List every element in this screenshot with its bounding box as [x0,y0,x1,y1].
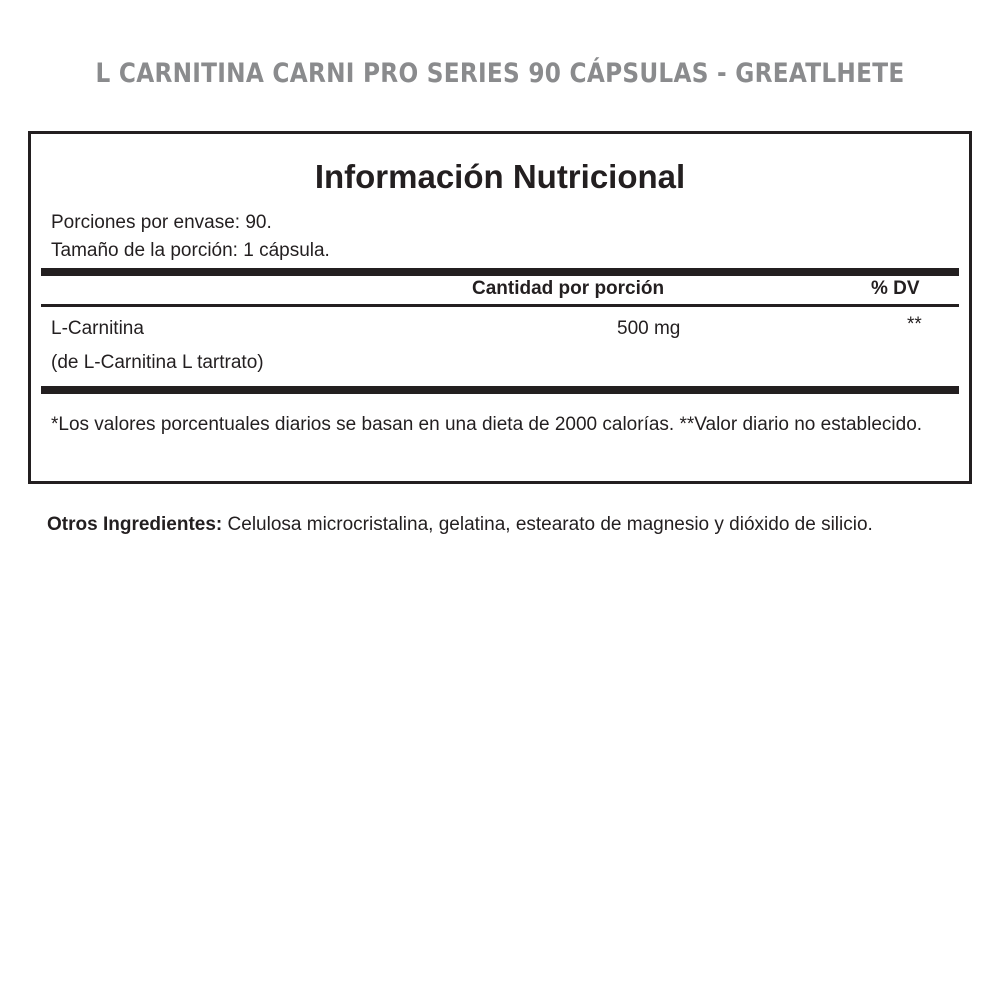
nutrient-source: (de L-Carnitina L tartrato) [51,352,264,373]
divider-thin [41,304,959,307]
serving-size: Tamaño de la porción: 1 cápsula. [51,240,330,261]
servings-per-container: Porciones por envase: 90. [51,212,272,233]
other-ingredients [47,507,952,542]
daily-value-header: % DV [871,278,920,299]
other-ingredients-label: Otros Ingredientes: [47,514,223,535]
product-title: L CARNITINA CARNI PRO SERIES 90 CÁPSULAS - GREATLHETE [95,58,905,89]
nutrition-facts-panel [28,131,972,484]
daily-value-footnote: *Los valores porcentuales diarios se basan en una dieta de 2000 calorías. **Valor diario no establecido. [51,414,923,435]
divider-thick [41,268,959,276]
nutrient-daily-value: ** [907,314,922,335]
amount-per-serving-header: Cantidad por porción [472,278,665,299]
other-ingredients-text: Celulosa microcristalina, gelatina, estearato de magnesio y dióxido de silicio. [227,514,873,535]
panel-title: Información Nutricional [314,158,686,195]
divider-thick-bottom [41,386,959,394]
nutrient-amount: 500 mg [617,318,681,339]
nutrient-name: L-Carnitina [51,318,144,339]
